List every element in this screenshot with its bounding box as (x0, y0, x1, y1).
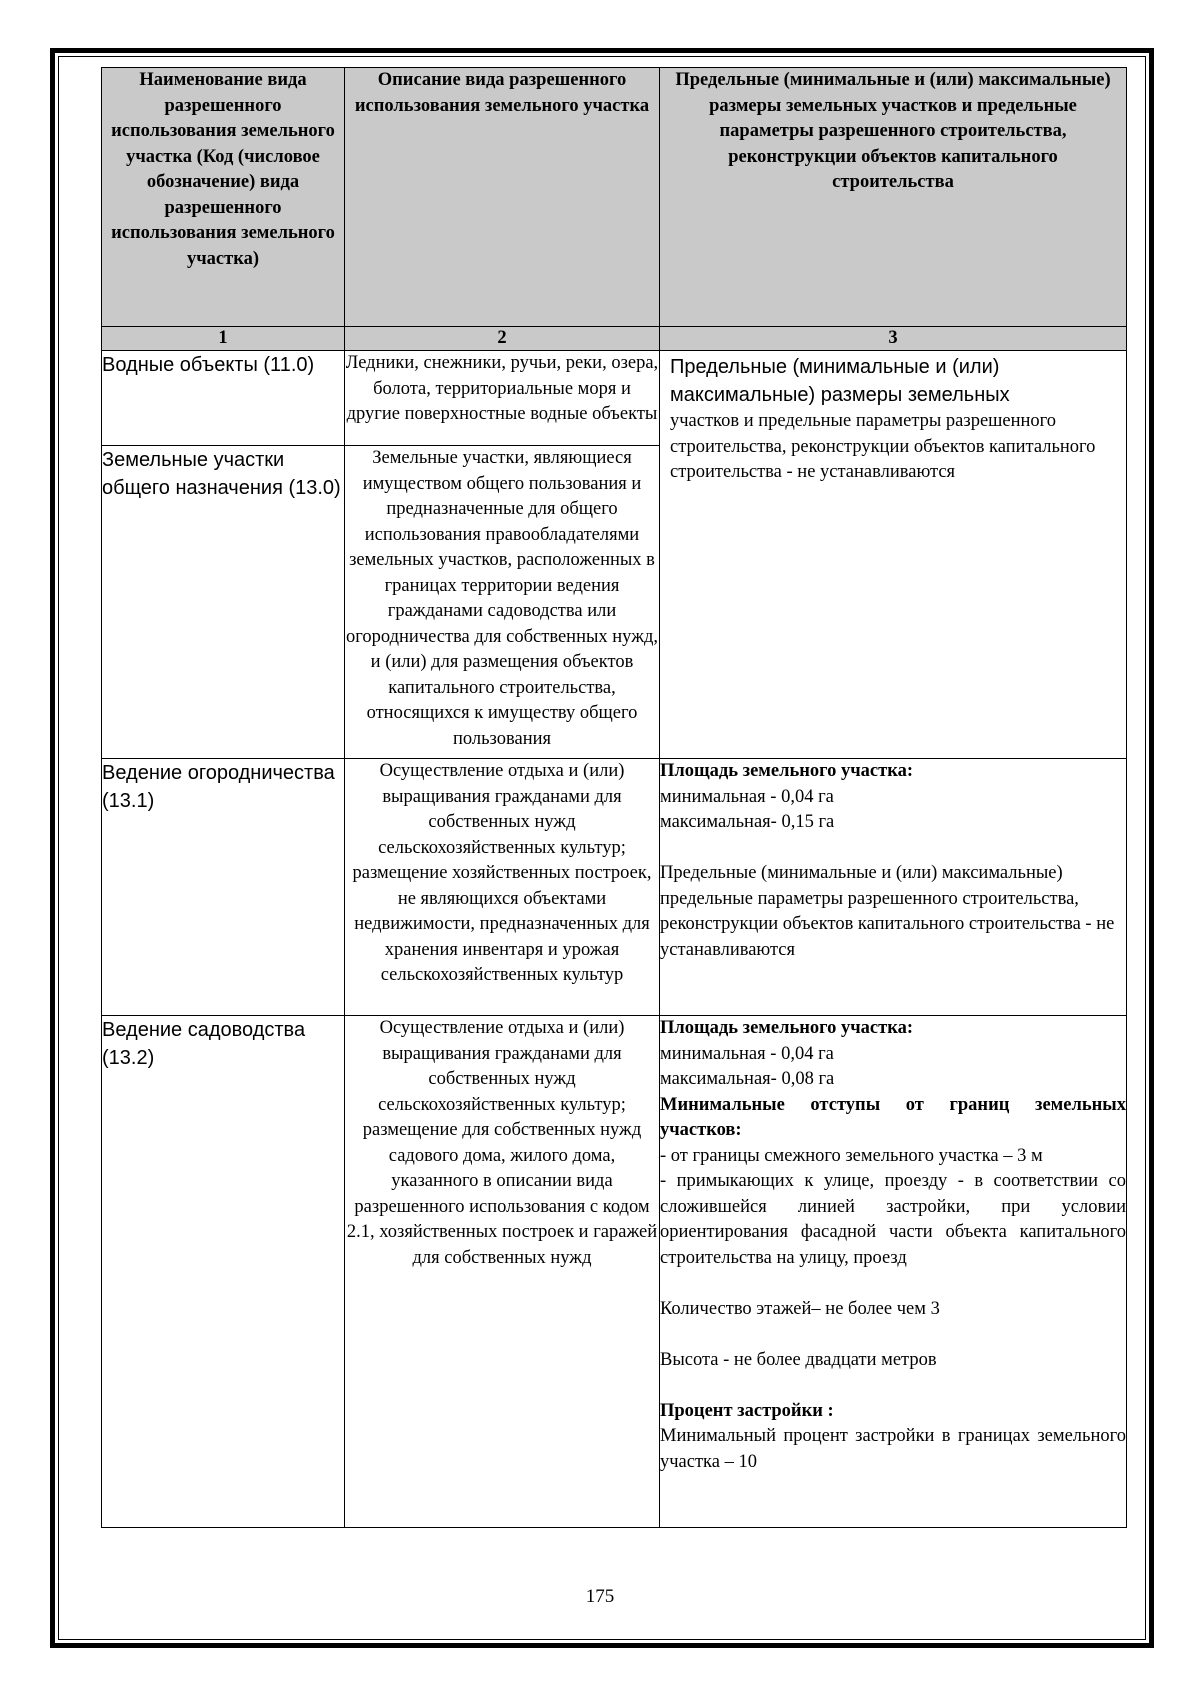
area-min: минимальная - 0,04 га (660, 786, 834, 807)
column-number-1: 1 (102, 327, 345, 351)
row-description-common-use: Земельные участки, являющиеся имуществом общего пользования и предназначенные для общего использования правообладателями земельных участков, расположенных в границах территории ведения гражданами садоводства или огородничества для собственных нужд, и (или) для размещения объектов капитального строительства, относящихся к имуществу общего пользования (345, 446, 660, 759)
merged-params-lead: Предельные (минимальные и (или) максимальные) размеры земельных (670, 356, 1010, 406)
merged-parameters-cell (660, 351, 1127, 759)
setbacks-title: Минимальные отступы от границ земельных участков: (660, 1094, 1126, 1140)
row-description-water: Ледники, снежники, ручьи, реки, озера, болота, территориальные моря и другие поверхностные водные объекты (345, 351, 660, 446)
column-number-3: 3 (660, 327, 1127, 351)
header-col-description: Описание вида разрешенного использования земельного участка (345, 68, 660, 327)
header-col-name: Наименование вида разрешенного использования земельного участка (Код (числовое обозначение) вида разрешенного использования земельного участка) (102, 68, 345, 327)
table-row (102, 1016, 1127, 1528)
column-number-row (102, 327, 1127, 351)
row-name-gardening: Ведение огородничества (13.1) (102, 759, 345, 1016)
area-max: максимальная- 0,08 га (660, 1069, 835, 1089)
area-title: Площадь земельного участка: (660, 761, 914, 781)
height-limit: Высота - не более двадцати метров (660, 1349, 937, 1370)
row-name-horticulture: Ведение садоводства (13.2) (102, 1016, 345, 1528)
percent-text: Минимальный процент застройки в границах земельного участка – 10 (660, 1426, 1126, 1472)
row-params-gardening (660, 759, 1127, 1016)
table-row (102, 351, 1127, 446)
page-number: 175 (585, 1586, 615, 1607)
merged-params-rest: участков и предельные параметры разрешенного строительства, реконструкции объектов капитального строительства - не устанавливаются (670, 411, 1096, 482)
row-params-horticulture (660, 1016, 1127, 1528)
row-description-gardening: Осуществление отдыха и (или) выращивания гражданами для собственных нужд сельскохозяйственных культур; размещение хозяйственных построек, не являющихся объектами недвижимости, предназначенных для хранения инвентаря и урожая сельскохозяйственных культур (345, 759, 660, 1016)
row-name-common-use: Земельные участки общего назначения (13.0) (102, 446, 345, 759)
area-max: максимальная- 0,15 га (660, 812, 835, 832)
area-title: Площадь земельного участка: (660, 1018, 914, 1038)
setback-street: - примыкающих к улице, проезду - в соответствии со сложившейся линией застройки, при условии ориентирования фасадной части объекта капитального строительства на улицу, проезд (660, 1171, 1126, 1268)
table-header-row (102, 68, 1127, 327)
header-col-parameters: Предельные (минимальные и (или) максимальные) размеры земельных участков и предельные параметры разрешенного строительства, реконструкции объектов капитального строительства (660, 68, 1127, 327)
row-description-horticulture: Осуществление отдыха и (или) выращивания гражданами для собственных нужд сельскохозяйственных культур; размещение для собственных нужд садового дома, жилого дома, указанного в описании вида разрешенного использования с кодом 2.1, хозяйственных построек и гаражей для собственных нужд (345, 1016, 660, 1528)
column-number-2: 2 (345, 327, 660, 351)
percent-title: Процент застройки : (660, 1400, 834, 1421)
params-text: Предельные (минимальные и (или) максимальные) предельные параметры разрешенного строительства, реконструкции объектов капитального строительства - не устанавливаются (660, 863, 1115, 960)
land-use-table (101, 67, 1127, 1528)
row-name-water: Водные объекты (11.0) (102, 351, 345, 446)
area-min: минимальная - 0,04 га (660, 1043, 834, 1064)
table-row (102, 759, 1127, 1016)
setback-neighbor: - от границы смежного земельного участка – 3 м (660, 1145, 1043, 1166)
floors-limit: Количество этажей– не более чем 3 (660, 1298, 940, 1319)
